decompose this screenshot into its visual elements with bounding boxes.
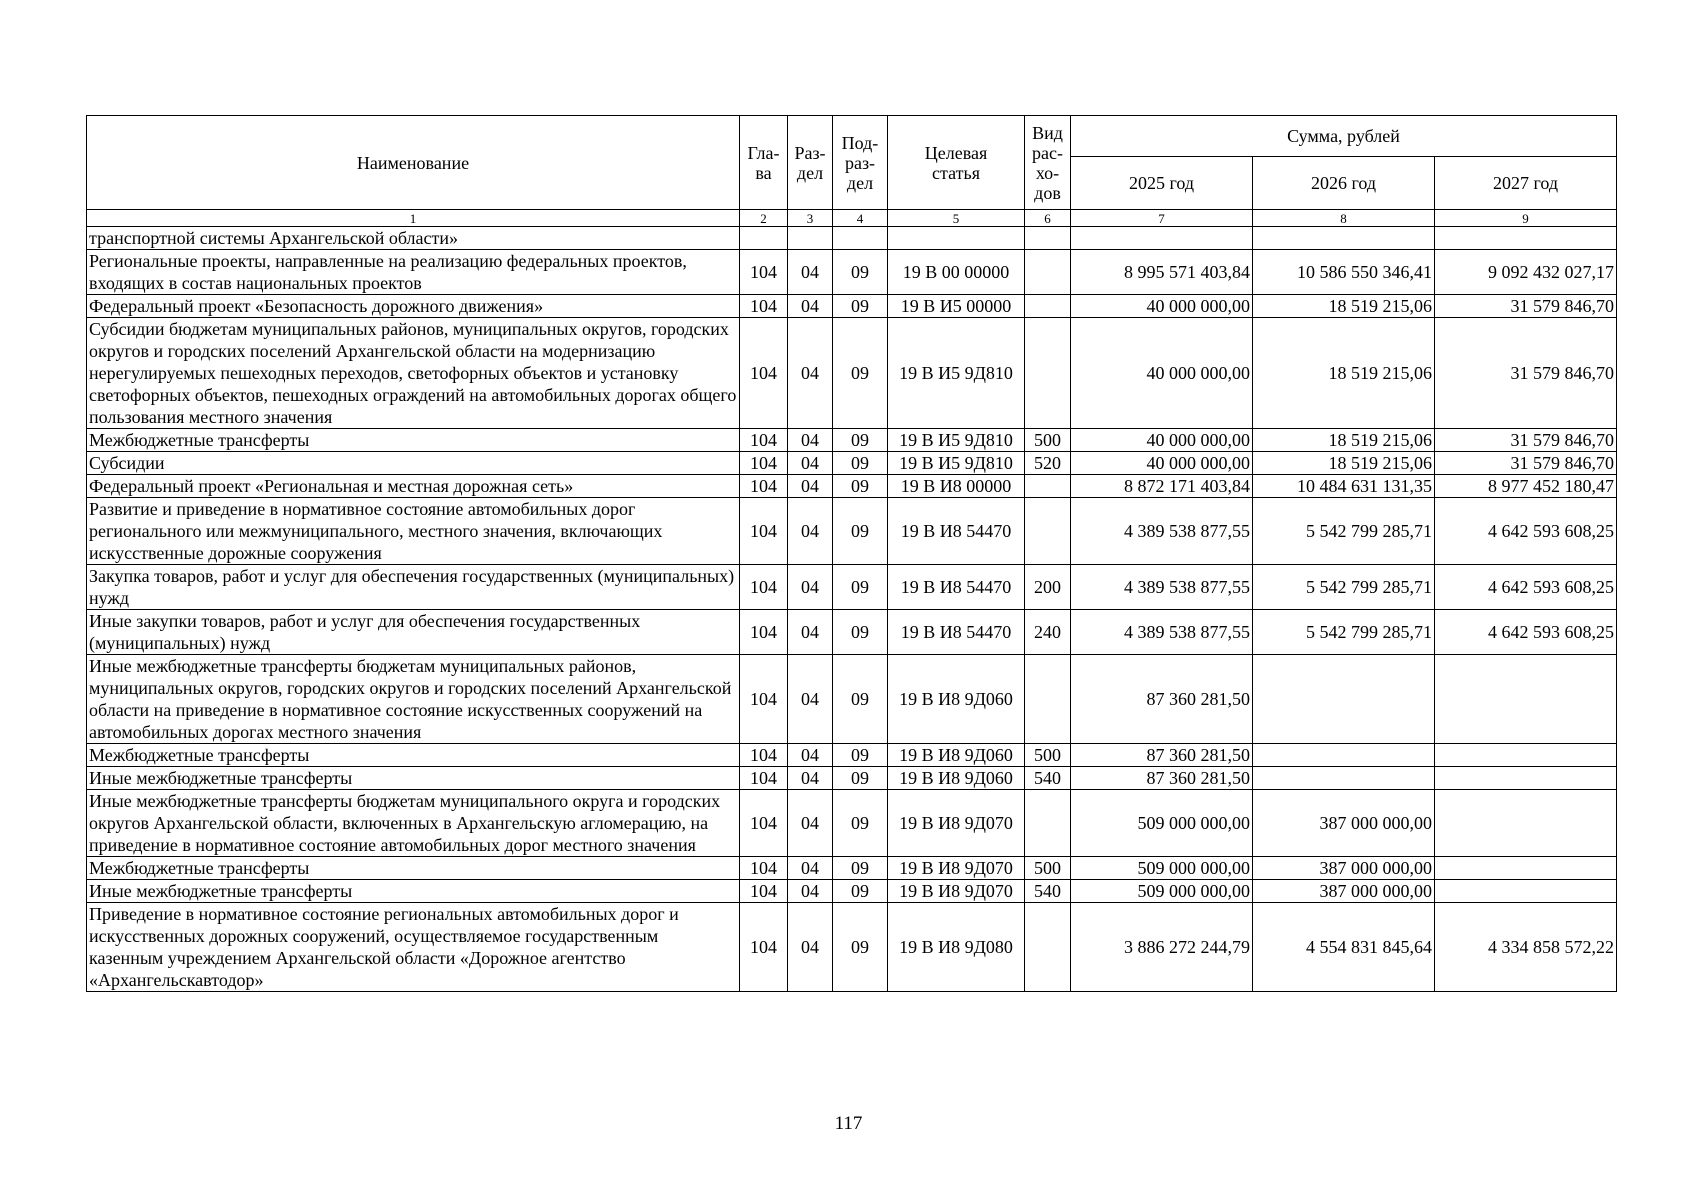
cell-razdel: 04: [788, 318, 833, 429]
cell-amount-2027: 31 579 846,70: [1435, 295, 1617, 318]
cell-amount-2027: [1435, 790, 1617, 857]
cell-amount-2027: 31 579 846,70: [1435, 318, 1617, 429]
cell-razdel: 04: [788, 250, 833, 295]
cell-celevaya-statya: 19 В И8 9Д060: [888, 767, 1025, 790]
table-header: [87, 116, 1617, 227]
cell-amount-2025: 4 389 538 877,55: [1071, 610, 1253, 655]
column-number: 2: [740, 210, 788, 227]
cell-amount-2025: 87 360 281,50: [1071, 744, 1253, 767]
cell-vid-rashodov: 240: [1025, 610, 1071, 655]
page-number: 117: [834, 1113, 863, 1134]
cell-name: Иные межбюджетные трансферты: [87, 767, 740, 790]
cell-name: Субсидии бюджетам муниципальных районов, муниципальных округов, городских округов и городских поселений Архангельской области на модернизацию нерегулируемых пешеходных переходов, светофорных объектов и установку светофорных объектов, пешеходных ограждений на автомобильных дорогах общего пользования местного значения: [87, 318, 740, 429]
table-row: [87, 610, 1617, 655]
cell-amount-2025: 509 000 000,00: [1071, 790, 1253, 857]
cell-amount-2026: 18 519 215,06: [1253, 318, 1435, 429]
cell-amount-2026: 10 586 550 346,41: [1253, 250, 1435, 295]
cell-razdel: 04: [788, 498, 833, 565]
table-body: [87, 227, 1617, 992]
cell-razdel: 04: [788, 655, 833, 744]
table-row: [87, 790, 1617, 857]
cell-amount-2025: 3 886 272 244,79: [1071, 903, 1253, 992]
table-row: [87, 250, 1617, 295]
cell-amount-2025: 509 000 000,00: [1071, 857, 1253, 880]
cell-amount-2027: [1435, 227, 1617, 250]
header-glava-line: Гла-: [747, 142, 780, 163]
cell-amount-2025: 4 389 538 877,55: [1071, 498, 1253, 565]
cell-amount-2026: [1253, 744, 1435, 767]
cell-celevaya-statya: 19 В И8 9Д060: [888, 744, 1025, 767]
cell-amount-2026: 387 000 000,00: [1253, 857, 1435, 880]
header-celevaya-line: статья: [932, 162, 980, 183]
cell-celevaya-statya: [888, 227, 1025, 250]
cell-amount-2026: 5 542 799 285,71: [1253, 610, 1435, 655]
column-number: 6: [1025, 210, 1071, 227]
cell-celevaya-statya: 19 В И8 9Д060: [888, 655, 1025, 744]
cell-amount-2027: 4 642 593 608,25: [1435, 498, 1617, 565]
table-row: [87, 880, 1617, 903]
header-glava-line: ва: [755, 162, 772, 183]
cell-celevaya-statya: 19 В И8 54470: [888, 565, 1025, 610]
header-razdel-line: Раз-: [794, 142, 826, 163]
table-row: [87, 318, 1617, 429]
cell-amount-2025: 8 995 571 403,84: [1071, 250, 1253, 295]
header-name: Наименование: [87, 116, 740, 210]
cell-glava: 104: [740, 880, 788, 903]
cell-name: Приведение в нормативное состояние региональных автомобильных дорог и искусственных дорожных сооружений, осуществляемое государственным казенным учреждением Архангельской области «Дорожное агентство «Архангельскавтодор»: [87, 903, 740, 992]
cell-glava: 104: [740, 452, 788, 475]
cell-amount-2026: 10 484 631 131,35: [1253, 475, 1435, 498]
header-celevaya-line: Целевая: [924, 142, 988, 163]
cell-name: Развитие и приведение в нормативное состояние автомобильных дорог регионального или межмуниципального, местного значения, включающих искусственные дорожные сооружения: [87, 498, 740, 565]
cell-amount-2026: 387 000 000,00: [1253, 790, 1435, 857]
cell-celevaya-statya: 19 В И5 9Д810: [888, 318, 1025, 429]
cell-podrazdel: 09: [833, 880, 888, 903]
cell-podrazdel: 09: [833, 250, 888, 295]
table-row: [87, 565, 1617, 610]
cell-amount-2026: 18 519 215,06: [1253, 429, 1435, 452]
cell-celevaya-statya: 19 В И5 9Д810: [888, 452, 1025, 475]
cell-glava: 104: [740, 565, 788, 610]
cell-podrazdel: 09: [833, 318, 888, 429]
cell-razdel: [788, 227, 833, 250]
cell-celevaya-statya: 19 В И8 00000: [888, 475, 1025, 498]
cell-name: Субсидии: [87, 452, 740, 475]
header-podrazdel-line: дел: [846, 172, 874, 193]
cell-podrazdel: 09: [833, 565, 888, 610]
column-number: 9: [1435, 210, 1617, 227]
cell-glava: 104: [740, 475, 788, 498]
cell-razdel: 04: [788, 429, 833, 452]
cell-amount-2027: 31 579 846,70: [1435, 429, 1617, 452]
cell-razdel: 04: [788, 880, 833, 903]
header-summa: Сумма, рублей: [1071, 116, 1617, 157]
cell-vid-rashodov: [1025, 903, 1071, 992]
table-row: [87, 498, 1617, 565]
cell-celevaya-statya: 19 В И8 54470: [888, 610, 1025, 655]
cell-name: транспортной системы Архангельской области»: [87, 227, 740, 250]
cell-razdel: 04: [788, 767, 833, 790]
cell-podrazdel: 09: [833, 429, 888, 452]
cell-celevaya-statya: 19 В И8 9Д070: [888, 880, 1025, 903]
cell-podrazdel: 09: [833, 857, 888, 880]
header-vid-line: рас-: [1032, 142, 1063, 163]
cell-amount-2027: 31 579 846,70: [1435, 452, 1617, 475]
cell-vid-rashodov: 540: [1025, 767, 1071, 790]
cell-podrazdel: 09: [833, 767, 888, 790]
cell-celevaya-statya: 19 В И8 54470: [888, 498, 1025, 565]
header-vid-line: хо-: [1035, 162, 1060, 183]
cell-podrazdel: 09: [833, 903, 888, 992]
table-row: [87, 857, 1617, 880]
cell-amount-2026: 387 000 000,00: [1253, 880, 1435, 903]
cell-amount-2027: 4 642 593 608,25: [1435, 565, 1617, 610]
cell-glava: 104: [740, 429, 788, 452]
cell-vid-rashodov: [1025, 295, 1071, 318]
cell-celevaya-statya: 19 В И5 9Д810: [888, 429, 1025, 452]
cell-name: Иные межбюджетные трансферты: [87, 880, 740, 903]
cell-vid-rashodov: [1025, 250, 1071, 295]
table-row: [87, 429, 1617, 452]
cell-name: Федеральный проект «Безопасность дорожного движения»: [87, 295, 740, 318]
column-number: 5: [888, 210, 1025, 227]
cell-vid-rashodov: 500: [1025, 744, 1071, 767]
cell-name: Федеральный проект «Региональная и местная дорожная сеть»: [87, 475, 740, 498]
cell-glava: 104: [740, 318, 788, 429]
cell-vid-rashodov: 540: [1025, 880, 1071, 903]
cell-amount-2027: 4 334 858 572,22: [1435, 903, 1617, 992]
cell-razdel: 04: [788, 903, 833, 992]
cell-celevaya-statya: 19 В И5 00000: [888, 295, 1025, 318]
cell-razdel: 04: [788, 475, 833, 498]
cell-vid-rashodov: 200: [1025, 565, 1071, 610]
cell-amount-2025: 40 000 000,00: [1071, 429, 1253, 452]
table-row: [87, 903, 1617, 992]
cell-glava: [740, 227, 788, 250]
cell-podrazdel: 09: [833, 498, 888, 565]
header-glava: [740, 116, 788, 210]
header-vid-line: дов: [1034, 182, 1061, 203]
cell-name: Региональные проекты, направленные на реализацию федеральных проектов, входящих в состав национальных проектов: [87, 250, 740, 295]
cell-name: Иные закупки товаров, работ и услуг для обеспечения государственных (муниципальных) нужд: [87, 610, 740, 655]
cell-amount-2027: 9 092 432 027,17: [1435, 250, 1617, 295]
header-podrazdel-line: Под-: [841, 132, 879, 153]
cell-amount-2027: 4 642 593 608,25: [1435, 610, 1617, 655]
cell-razdel: 04: [788, 744, 833, 767]
table-row: [87, 767, 1617, 790]
cell-razdel: 04: [788, 295, 833, 318]
cell-razdel: 04: [788, 565, 833, 610]
cell-vid-rashodov: [1025, 227, 1071, 250]
cell-celevaya-statya: 19 В И8 9Д080: [888, 903, 1025, 992]
cell-amount-2026: [1253, 655, 1435, 744]
cell-amount-2026: 5 542 799 285,71: [1253, 498, 1435, 565]
cell-name: Иные межбюджетные трансферты бюджетам муниципального округа и городских округов Архангельской области, включенных в Архангельскую агломерацию, на приведение в нормативное состояние автомобильных дорог местного значения: [87, 790, 740, 857]
cell-name: Иные межбюджетные трансферты бюджетам муниципальных районов, муниципальных округов, городских округов и городских поселений Архангельской области на приведение в нормативное состояние искусственных сооружений на автомобильных дорогах местного значения: [87, 655, 740, 744]
cell-name: Межбюджетные трансферты: [87, 857, 740, 880]
cell-podrazdel: 09: [833, 295, 888, 318]
cell-amount-2025: 40 000 000,00: [1071, 452, 1253, 475]
cell-vid-rashodov: [1025, 790, 1071, 857]
cell-glava: 104: [740, 498, 788, 565]
cell-vid-rashodov: 520: [1025, 452, 1071, 475]
cell-amount-2025: [1071, 227, 1253, 250]
cell-glava: 104: [740, 655, 788, 744]
cell-vid-rashodov: 500: [1025, 857, 1071, 880]
cell-amount-2026: 5 542 799 285,71: [1253, 565, 1435, 610]
cell-amount-2027: [1435, 880, 1617, 903]
header-celevaya-statya: [888, 116, 1025, 210]
table-row: [87, 452, 1617, 475]
cell-podrazdel: 09: [833, 452, 888, 475]
cell-glava: 104: [740, 903, 788, 992]
column-number: 8: [1253, 210, 1435, 227]
cell-amount-2025: 87 360 281,50: [1071, 767, 1253, 790]
cell-amount-2026: 18 519 215,06: [1253, 295, 1435, 318]
cell-glava: 104: [740, 295, 788, 318]
cell-glava: 104: [740, 744, 788, 767]
column-number: 3: [788, 210, 833, 227]
cell-amount-2026: [1253, 227, 1435, 250]
column-number: 4: [833, 210, 888, 227]
cell-amount-2027: [1435, 744, 1617, 767]
cell-vid-rashodov: [1025, 475, 1071, 498]
header-razdel: [788, 116, 833, 210]
cell-podrazdel: 09: [833, 790, 888, 857]
cell-amount-2025: 87 360 281,50: [1071, 655, 1253, 744]
cell-podrazdel: 09: [833, 610, 888, 655]
header-vid-line: Вид: [1032, 122, 1063, 143]
header-year-2027: 2027 год: [1435, 157, 1617, 210]
cell-amount-2025: 40 000 000,00: [1071, 295, 1253, 318]
cell-amount-2027: [1435, 767, 1617, 790]
cell-podrazdel: [833, 227, 888, 250]
table-row: [87, 655, 1617, 744]
cell-glava: 104: [740, 857, 788, 880]
cell-celevaya-statya: 19 В И8 9Д070: [888, 790, 1025, 857]
column-number-row: [87, 210, 1617, 227]
header-year-2025: 2025 год: [1071, 157, 1253, 210]
cell-amount-2025: 509 000 000,00: [1071, 880, 1253, 903]
cell-amount-2025: 4 389 538 877,55: [1071, 565, 1253, 610]
header-year-2026: 2026 год: [1253, 157, 1435, 210]
header-podrazdel-line: раз-: [844, 152, 876, 173]
cell-amount-2026: [1253, 767, 1435, 790]
cell-amount-2025: 8 872 171 403,84: [1071, 475, 1253, 498]
cell-podrazdel: 09: [833, 744, 888, 767]
cell-glava: 104: [740, 250, 788, 295]
cell-amount-2025: 40 000 000,00: [1071, 318, 1253, 429]
cell-amount-2027: [1435, 857, 1617, 880]
header-vid-rashodov: [1025, 116, 1071, 210]
cell-glava: 104: [740, 790, 788, 857]
cell-podrazdel: 09: [833, 475, 888, 498]
cell-razdel: 04: [788, 452, 833, 475]
table-row: [87, 475, 1617, 498]
table-row: [87, 227, 1617, 250]
cell-razdel: 04: [788, 610, 833, 655]
cell-celevaya-statya: 19 В И8 9Д070: [888, 857, 1025, 880]
cell-vid-rashodov: 500: [1025, 429, 1071, 452]
cell-podrazdel: 09: [833, 655, 888, 744]
cell-amount-2026: 18 519 215,06: [1253, 452, 1435, 475]
cell-vid-rashodov: [1025, 498, 1071, 565]
cell-name: Закупка товаров, работ и услуг для обеспечения государственных (муниципальных) нужд: [87, 565, 740, 610]
table-row: [87, 295, 1617, 318]
header-podrazdel: [833, 116, 888, 210]
cell-name: Межбюджетные трансферты: [87, 429, 740, 452]
cell-vid-rashodov: [1025, 655, 1071, 744]
header-razdel-line: дел: [796, 162, 824, 183]
cell-amount-2027: 8 977 452 180,47: [1435, 475, 1617, 498]
cell-amount-2026: 4 554 831 845,64: [1253, 903, 1435, 992]
column-number: 7: [1071, 210, 1253, 227]
cell-amount-2027: [1435, 655, 1617, 744]
cell-name: Межбюджетные трансферты: [87, 744, 740, 767]
cell-celevaya-statya: 19 В 00 00000: [888, 250, 1025, 295]
column-number: 1: [87, 210, 740, 227]
cell-vid-rashodov: [1025, 318, 1071, 429]
budget-table: [86, 115, 1617, 992]
cell-glava: 104: [740, 610, 788, 655]
cell-razdel: 04: [788, 857, 833, 880]
table-row: [87, 744, 1617, 767]
cell-razdel: 04: [788, 790, 833, 857]
cell-glava: 104: [740, 767, 788, 790]
